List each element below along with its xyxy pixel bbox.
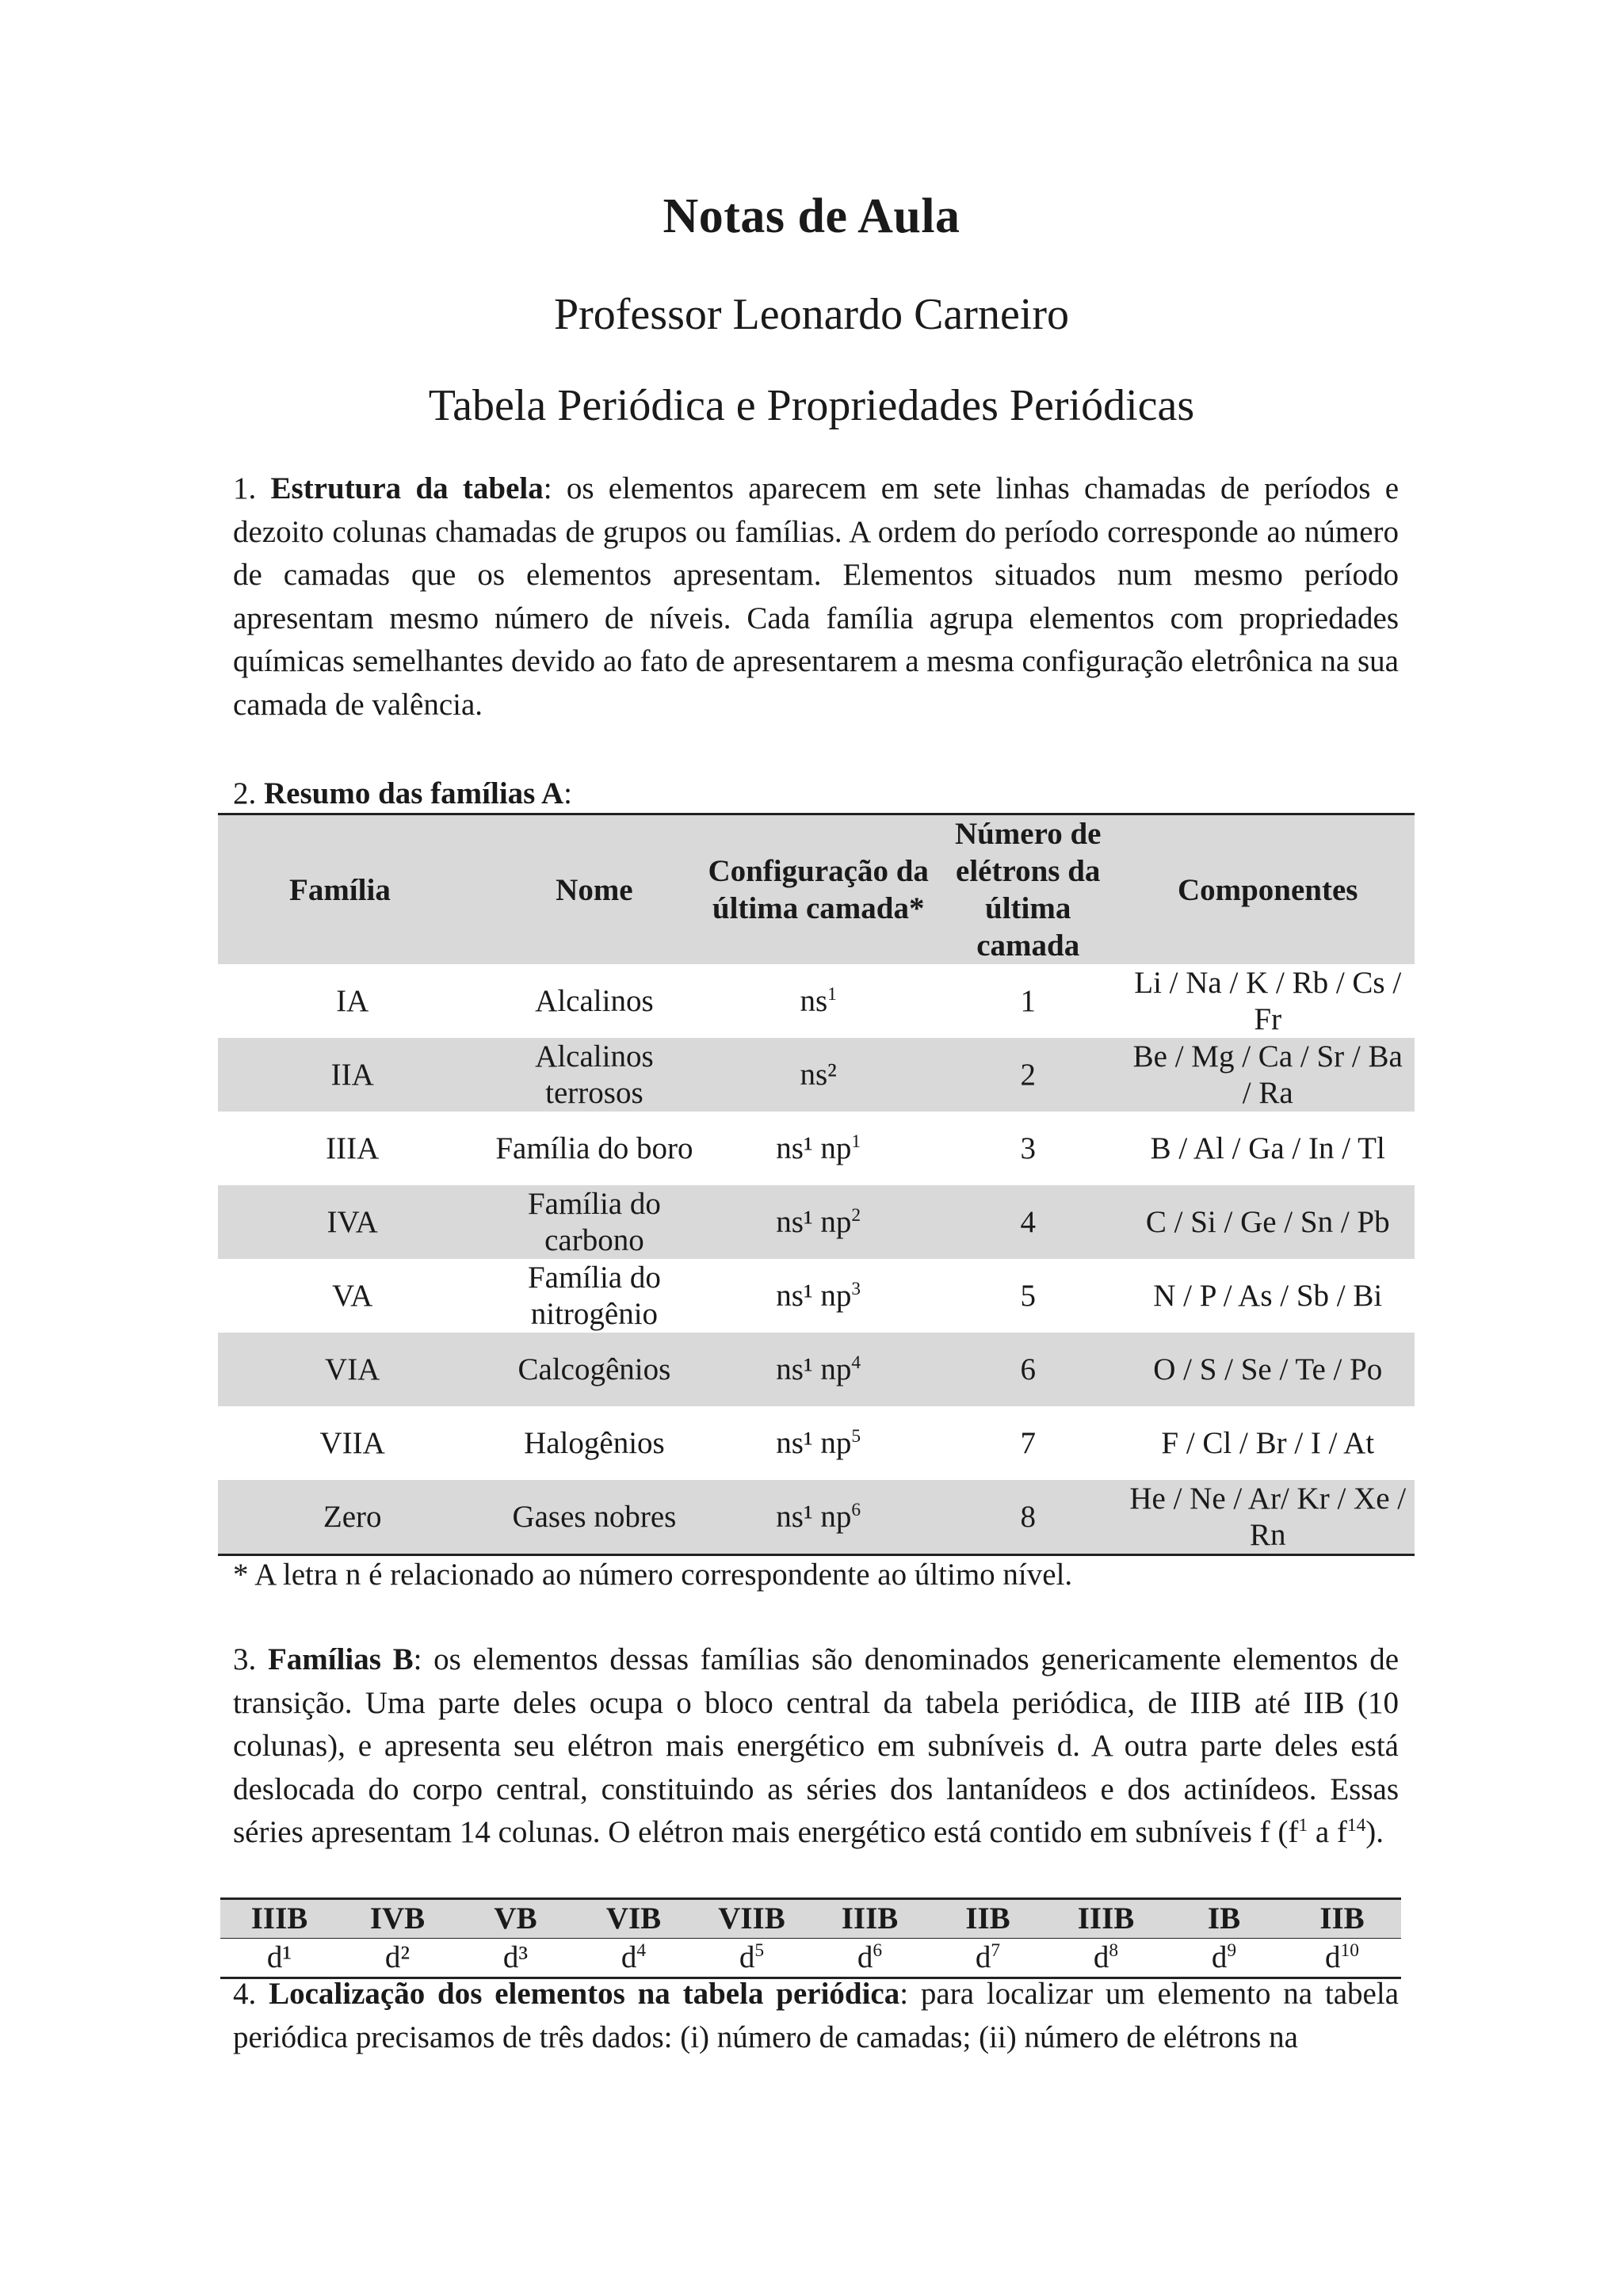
section-4-paragraph bbox=[233, 1973, 1399, 2059]
section-3-sup-14: 14 bbox=[1346, 1815, 1366, 1836]
subshell-superscript: 6 bbox=[873, 1940, 883, 1961]
name-cell: Família do carbono bbox=[487, 1185, 701, 1259]
components-cell: F / Cl / Br / I / At bbox=[1161, 1425, 1375, 1460]
subshell-base: d¹ bbox=[266, 1940, 292, 1974]
subshell-cell bbox=[220, 1939, 338, 1978]
electrons-cell: 4 bbox=[935, 1185, 1121, 1259]
config-base: ns bbox=[800, 983, 828, 1018]
section-3-sup-1: 1 bbox=[1298, 1815, 1308, 1836]
subshell-superscript: 5 bbox=[754, 1940, 765, 1961]
components-cell: He / Ne / Ar/ Kr / Xe / Rn bbox=[1121, 1480, 1415, 1555]
config-cell bbox=[701, 964, 935, 1038]
config-cell bbox=[701, 1038, 935, 1112]
family-cell: VA bbox=[332, 1278, 373, 1313]
config-base: ns¹ np bbox=[776, 1204, 852, 1239]
families-a-table bbox=[218, 813, 1415, 1556]
header-electrons: Número de elétrons da última camada bbox=[935, 814, 1121, 965]
group-header-cell: IVB bbox=[338, 1899, 456, 1939]
header-config: Configuração da última camada* bbox=[701, 814, 935, 965]
subshell-base: d bbox=[1093, 1940, 1109, 1974]
components-cell: O / S / Se / Te / Po bbox=[1121, 1333, 1415, 1406]
subshell-superscript: 9 bbox=[1227, 1940, 1237, 1961]
name-cell: Família do nitrogênio bbox=[527, 1260, 661, 1331]
subshell-base: d³ bbox=[502, 1940, 529, 1974]
table-row bbox=[218, 1480, 1415, 1555]
subshell-cell bbox=[456, 1939, 575, 1978]
subshell-base: d bbox=[857, 1940, 873, 1974]
config-superscript: 1 bbox=[851, 1131, 861, 1152]
subshell-cell bbox=[1165, 1939, 1283, 1978]
subshell-cell bbox=[1047, 1939, 1165, 1978]
electrons-cell: 7 bbox=[1020, 1425, 1036, 1460]
electrons-cell: 8 bbox=[935, 1480, 1121, 1555]
components-cell: Li / Na / K / Rb / Cs / Fr bbox=[1134, 965, 1402, 1036]
electrons-cell: 2 bbox=[935, 1038, 1121, 1112]
electrons-cell: 6 bbox=[935, 1333, 1121, 1406]
section-4-heading: Localização dos elementos na tabela periódica bbox=[269, 1977, 900, 2011]
family-cell: IIA bbox=[218, 1038, 487, 1112]
section-3-text-mid: a f bbox=[1308, 1815, 1347, 1849]
group-header-cell: IIIB bbox=[220, 1899, 338, 1939]
header-components: Componentes bbox=[1121, 814, 1415, 965]
subshell-superscript: 10 bbox=[1340, 1940, 1359, 1961]
config-base: ns² bbox=[800, 1057, 837, 1092]
components-cell: Be / Mg / Ca / Sr / Ba / Ra bbox=[1121, 1038, 1415, 1112]
subshell-cell bbox=[575, 1939, 693, 1978]
section-3-text: : os elementos dessas famílias são denominados genericamente elementos de transição. Uma parte deles ocupa o bloco central da tabela periódica, de IIIB até IIB (10 colunas), e apresenta seu elétron mais energético em subníveis d. A outra parte deles está deslocada do corpo central, constituindo as séries dos lantanídeos e dos actinídeos. Essas séries apresentam 14 colunas. O elétron mais energético está contido em subníveis f (f bbox=[233, 1642, 1400, 1849]
config-superscript: 3 bbox=[851, 1278, 861, 1299]
group-header-cell: VIIB bbox=[693, 1899, 811, 1939]
group-header-cell: IIB bbox=[1283, 1899, 1401, 1939]
config-cell bbox=[701, 1333, 935, 1406]
section-1-paragraph bbox=[233, 467, 1399, 727]
name-cell: Calcogênios bbox=[487, 1333, 701, 1406]
families-b-group-row bbox=[220, 1899, 1401, 1939]
config-superscript: 6 bbox=[851, 1499, 861, 1520]
config-cell bbox=[701, 1112, 935, 1185]
name-cell: Família do boro bbox=[495, 1131, 693, 1165]
section-1-heading: Estrutura da tabela bbox=[270, 471, 544, 505]
subshell-base: d bbox=[1325, 1940, 1341, 1974]
subshell-cell bbox=[1283, 1939, 1401, 1978]
family-cell: IVA bbox=[218, 1185, 487, 1259]
header-name: Nome bbox=[487, 814, 701, 965]
subshell-superscript: 4 bbox=[636, 1940, 647, 1961]
config-cell bbox=[701, 1185, 935, 1259]
subshell-cell bbox=[338, 1939, 456, 1978]
subshell-base: d bbox=[1211, 1940, 1228, 1974]
config-base: ns¹ np bbox=[776, 1499, 852, 1534]
config-cell bbox=[701, 1406, 935, 1480]
name-cell: Alcalinos bbox=[535, 983, 654, 1018]
config-superscript: 2 bbox=[851, 1204, 861, 1226]
section-3-text-end: ). bbox=[1365, 1815, 1384, 1849]
table-footnote: * A letra n é relacionado ao número correspondente ao último nível. bbox=[233, 1558, 1073, 1592]
subshell-base: d bbox=[975, 1940, 991, 1974]
name-cell: Alcalinos terrosos bbox=[487, 1038, 701, 1112]
config-base: ns¹ np bbox=[776, 1131, 852, 1165]
electrons-cell: 3 bbox=[1020, 1131, 1036, 1165]
family-cell: IA bbox=[336, 983, 369, 1018]
families-b-subshell-row bbox=[220, 1939, 1401, 1978]
section-4-text: : para localizar um elemento na tabela periódica precisamos de três dados: (i) número de camadas; (ii) número de elétrons na bbox=[233, 1977, 1400, 2054]
components-cell: B / Al / Ga / In / Tl bbox=[1150, 1131, 1385, 1165]
name-cell: Gases nobres bbox=[487, 1480, 701, 1555]
section-3-paragraph bbox=[233, 1638, 1399, 1855]
group-header-cell: VIB bbox=[575, 1899, 693, 1939]
families-a-header-row bbox=[218, 814, 1415, 965]
electrons-cell: 5 bbox=[1020, 1278, 1036, 1313]
header-family: Família bbox=[218, 814, 487, 965]
name-cell: Halogênios bbox=[524, 1425, 665, 1460]
electrons-cell: 1 bbox=[1020, 983, 1036, 1018]
families-a-body bbox=[218, 964, 1415, 1555]
config-base: ns¹ np bbox=[776, 1352, 852, 1386]
section-1-text: : os elementos aparecem em sete linhas chamadas de períodos e dezoito colunas chamadas de grupos ou famílias. A ordem do período corresponde ao número de camadas que os elementos apresentam. Elementos situados num mesmo período apresentam mesmo número de níveis. Cada família agrupa elementos com propriedades químicas semelhantes devido ao fato de apresentarem a mesma configuração eletrônica na sua camada de valência. bbox=[233, 471, 1399, 722]
section-3-number: 3. bbox=[233, 1642, 257, 1676]
config-base: ns¹ np bbox=[776, 1425, 852, 1460]
subshell-superscript: 8 bbox=[1109, 1940, 1119, 1961]
group-header-cell: IIIB bbox=[811, 1899, 929, 1939]
family-cell: VIIA bbox=[319, 1425, 385, 1460]
section-4-number: 4. bbox=[233, 1977, 257, 2011]
subshell-cell bbox=[811, 1939, 929, 1978]
subshell-base: d² bbox=[384, 1940, 411, 1974]
section-1-number: 1. bbox=[233, 471, 257, 505]
subshell-cell bbox=[929, 1939, 1047, 1978]
table-row bbox=[218, 1259, 1415, 1333]
components-cell: C / Si / Ge / Sn / Pb bbox=[1121, 1185, 1415, 1259]
section-2-heading: Resumo das famílias A bbox=[264, 776, 564, 810]
config-superscript: 4 bbox=[851, 1352, 861, 1373]
family-cell: Zero bbox=[218, 1480, 487, 1555]
config-cell bbox=[701, 1480, 935, 1555]
author-line: Professor Leonardo Carneiro bbox=[553, 290, 1069, 339]
table-row bbox=[218, 1038, 1415, 1112]
config-superscript: 5 bbox=[851, 1425, 861, 1447]
section-2-colon: : bbox=[563, 776, 572, 810]
families-b-table bbox=[220, 1897, 1401, 1979]
table-row bbox=[218, 964, 1415, 1038]
table-row bbox=[218, 1406, 1415, 1480]
subshell-base: d bbox=[739, 1940, 755, 1974]
subshell-base: d bbox=[621, 1940, 637, 1974]
config-cell bbox=[701, 1259, 935, 1333]
family-cell: VIA bbox=[218, 1333, 487, 1406]
section-2-heading-line bbox=[233, 772, 1399, 816]
group-header-cell: IIIB bbox=[1047, 1899, 1165, 1939]
page-title: Notas de Aula bbox=[663, 189, 960, 243]
group-header-cell: IB bbox=[1165, 1899, 1283, 1939]
config-superscript: 1 bbox=[827, 983, 837, 1005]
table-row bbox=[218, 1333, 1415, 1406]
config-base: ns¹ np bbox=[776, 1278, 852, 1313]
section-2-number: 2. bbox=[233, 776, 257, 810]
table-row bbox=[218, 1185, 1415, 1259]
family-cell: IIIA bbox=[326, 1131, 380, 1165]
table-row bbox=[218, 1112, 1415, 1185]
section-3-heading: Famílias B bbox=[267, 1642, 414, 1676]
topic-heading: Tabela Periódica e Propriedades Periódicas bbox=[428, 381, 1195, 430]
subshell-cell bbox=[693, 1939, 811, 1978]
group-header-cell: IIB bbox=[929, 1899, 1047, 1939]
subshell-superscript: 7 bbox=[991, 1940, 1001, 1961]
components-cell: N / P / As / Sb / Bi bbox=[1153, 1278, 1383, 1313]
group-header-cell: VB bbox=[456, 1899, 575, 1939]
